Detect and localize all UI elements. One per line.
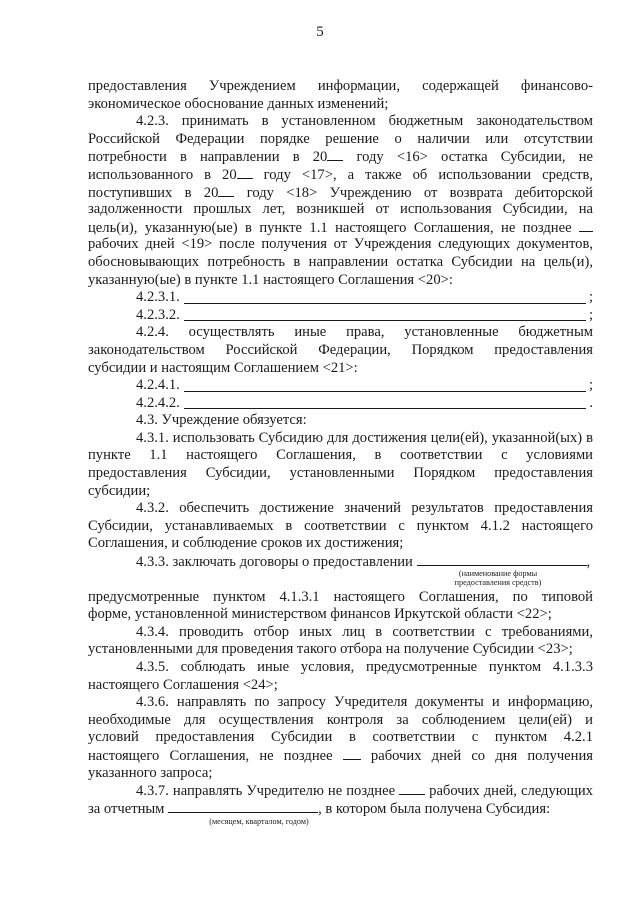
- clause-label: 4.2.4.1.: [136, 377, 180, 394]
- blank-caption: предоставления средств): [454, 577, 542, 587]
- text-line: предоставления Субсидии, установленными Порядком предоставления: [88, 465, 593, 482]
- clause-label: 4.2.3.1.: [136, 289, 180, 306]
- blank-caption: (месяцем, кварталом, годом): [209, 817, 309, 827]
- clause-4-2-4-2: [88, 395, 593, 413]
- text-line: установленными для проведения такого отбора на получение Субсидии <23>;: [88, 641, 573, 658]
- text-line: [88, 747, 593, 765]
- text-fragment: году <17>, а также об использовании средств,: [252, 166, 593, 183]
- text-line: задолженности прошлых лет, возникшей от использования Субсидии, на: [88, 201, 593, 218]
- text-line: указанную(ые) в пункте 1.1 настоящего Соглашения <20>:: [88, 271, 453, 288]
- text-line: предоставления Учреждением информации, содержащей финансово-: [88, 78, 593, 94]
- clause-4-3-7: [88, 782, 593, 800]
- text-line: [88, 800, 593, 818]
- text-line: [88, 148, 593, 166]
- text-fragment: использованного в 20: [88, 166, 237, 183]
- clause-4-3-4: 4.3.4. проводить отбор иных лиц в соответствии с требованиями,: [136, 623, 593, 640]
- clause-4-3-6: 4.3.6. направлять по запросу Учредителя документы и информацию,: [136, 694, 593, 711]
- clause-4-2-4-1: [88, 377, 593, 395]
- text-line: [88, 219, 593, 237]
- days-blank: [399, 782, 425, 795]
- text-fragment: 4.3.7. направлять Учредителю не позднее: [136, 783, 396, 800]
- text-line: субсидии и настоящим Соглашением <21>:: [88, 359, 358, 376]
- text-line: экономическое обоснование данных изменений;: [88, 95, 389, 112]
- text-fragment: за отчетным: [88, 800, 165, 817]
- days-blank: [579, 219, 593, 232]
- clause-4-3-5: 4.3.5. соблюдать иные условия, предусмотренные пунктом 4.1.3.3: [136, 659, 593, 675]
- clause-4-2-4: 4.2.4. осуществлять иные права, установленные бюджетным: [136, 324, 593, 341]
- fill-line: [184, 379, 586, 392]
- text-fragment: , в котором была получена Субсидия:: [318, 800, 551, 817]
- page-number: 5: [316, 24, 324, 40]
- text-line: [88, 166, 593, 184]
- text-fragment: году <18> Учреждению от возврата дебиторской: [234, 184, 593, 201]
- text-line: настоящего Соглашения <24>;: [88, 676, 278, 693]
- text-fragment: 4.3.3. заключать договоры о предоставлении: [136, 554, 413, 571]
- text-line: Российской Федерации порядке решение о наличии или отсутствии: [88, 130, 593, 147]
- clause-label: 4.2.4.2.: [136, 394, 180, 411]
- text-fragment: цель(и), указанную(ые) в пункте 1.1 настоящего Соглашения, не позднее: [88, 219, 572, 236]
- period-blank: [168, 800, 318, 813]
- text-line: пункте 1.1 настоящего Соглашения, в соответствии с условиями: [88, 447, 593, 464]
- text-fragment: настоящего Соглашения, не позднее: [88, 747, 333, 764]
- text-line: субсидии;: [88, 482, 151, 499]
- fill-line: [184, 308, 586, 321]
- text-line: указанного запроса;: [88, 764, 213, 781]
- form-name-blank: [417, 553, 587, 566]
- clause-4-3: 4.3. Учреждение обязуется:: [136, 412, 307, 429]
- punctuation: ;: [588, 306, 593, 323]
- text-line: форме, установленной министерством финансов Иркутской области <22>;: [88, 606, 552, 623]
- days-blank: [343, 747, 361, 760]
- text-line: рабочих дней <19> после получения от Учреждения следующих документов,: [88, 236, 593, 253]
- footnote-under-blank: [88, 817, 593, 829]
- clause-4-3-2: 4.3.2. обеспечить достижение значений результатов предоставления: [136, 500, 593, 517]
- text-fragment: рабочих дней, следующих: [425, 783, 593, 800]
- blank-caption: (наименование формы: [458, 568, 538, 578]
- year-blank: [327, 148, 343, 161]
- year-blank: [237, 166, 253, 179]
- text-fragment: рабочих дней со дня получения: [360, 747, 593, 764]
- punctuation: ,: [586, 554, 591, 571]
- footnote-under-blank: [88, 568, 593, 589]
- text-fragment: поступивших в 20: [88, 184, 219, 201]
- text-line: необходимые для осуществления контроля за соблюдением цели(ей) и: [88, 711, 593, 728]
- document-body: [88, 78, 593, 829]
- punctuation: ;: [588, 377, 593, 394]
- text-line: условий предоставления Субсидии в соответствии с пунктом 4.2.1: [88, 729, 593, 746]
- fill-line: [184, 291, 586, 304]
- clause-4-2-3-2: [88, 307, 593, 325]
- punctuation: ;: [588, 289, 593, 306]
- text-fragment: году <16> остатка Субсидии, не: [343, 149, 593, 166]
- year-blank: [218, 184, 234, 197]
- text-line: [88, 184, 593, 202]
- text-line: Соглашения, и соблюдение сроков их достижения;: [88, 535, 404, 552]
- clause-4-2-3-1: [88, 289, 593, 307]
- punctuation: .: [589, 394, 593, 411]
- clause-4-2-3: 4.2.3. принимать в установленном бюджетным законодательством: [136, 113, 593, 130]
- text-line: Субсидии, устанавливаемых в соответствии с пунктом 4.1.2 настоящего: [88, 517, 593, 534]
- text-line: обосновывающих потребность в направлении остатка Субсидии на цель(и),: [88, 253, 593, 270]
- clause-label: 4.2.3.2.: [136, 306, 180, 323]
- text-fragment: потребности в направлении в 20: [88, 149, 328, 166]
- fill-line: [184, 396, 587, 409]
- text-line: законодательством Российской Федерации, Порядком предоставления: [88, 341, 593, 358]
- text-line: предусмотренные пунктом 4.1.3.1 настоящего Соглашения, по типовой: [88, 588, 593, 605]
- clause-4-3-1: 4.3.1. использовать Субсидию для достижения цели(ей), указанной(ых) в: [136, 429, 593, 446]
